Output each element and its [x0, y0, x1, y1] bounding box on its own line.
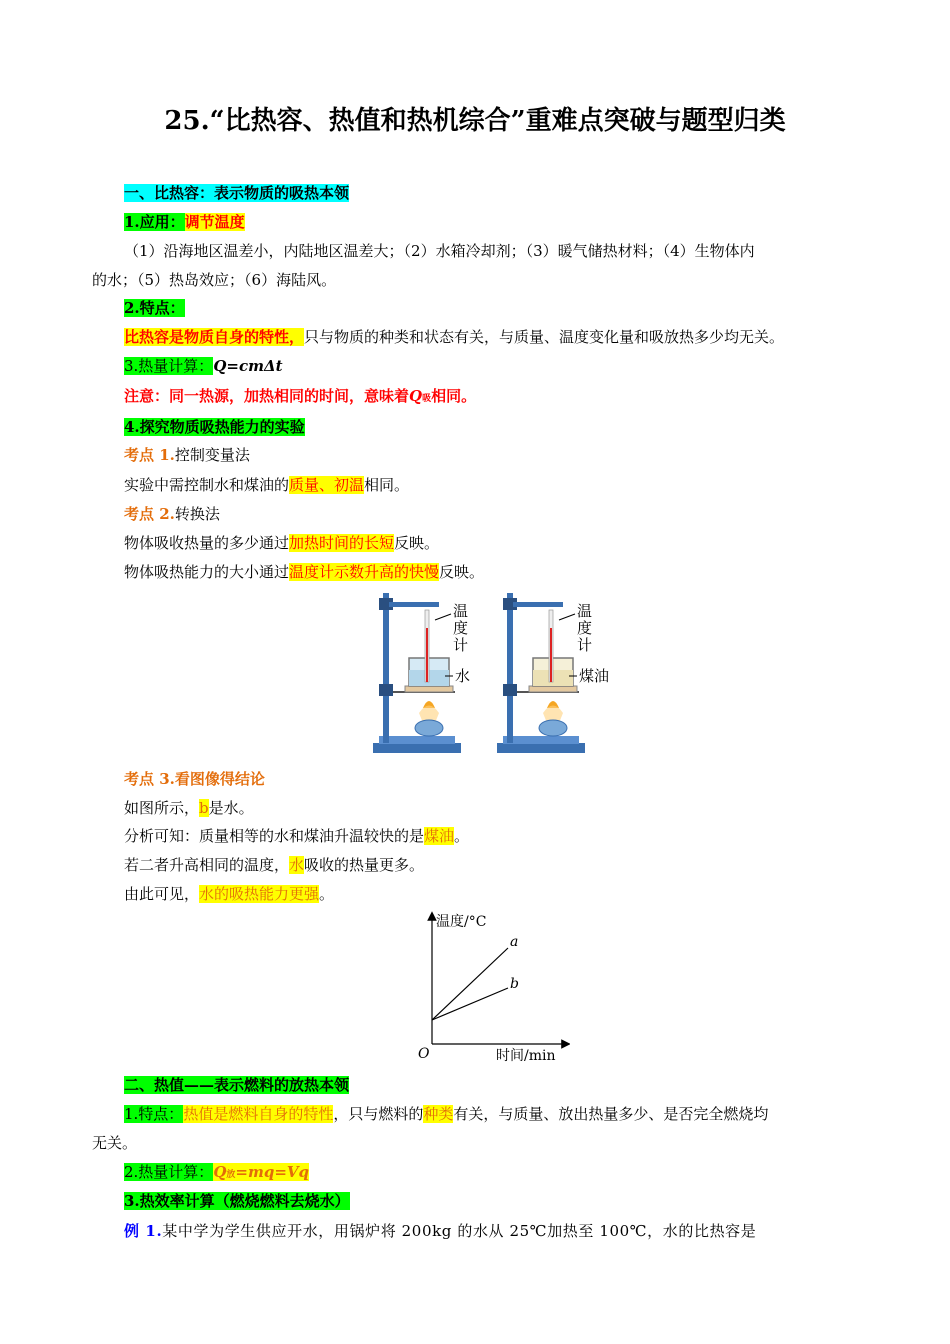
kaodian-1-title: 控制变量法: [174, 446, 250, 464]
fig1-left-label-3: 计: [453, 636, 469, 654]
feature-heading: [124, 297, 185, 318]
s2-calc-line: [124, 1161, 309, 1182]
kaodian-3-text-4: [124, 883, 334, 904]
fig1-left-label-2: 度: [453, 619, 469, 637]
page-title: 25.“比热容、热值和热机综合”重难点突破与题型归类: [164, 106, 786, 136]
graph-label-a: a: [510, 934, 519, 950]
k3-l2-b: 。: [454, 827, 470, 845]
efficiency-heading: [124, 1190, 350, 1211]
fig1-left-liquid: 水: [455, 667, 471, 685]
k3-l2-highlight: 煤油: [424, 827, 455, 845]
feature-label: 2.特点：: [124, 299, 185, 317]
k3-l1-b: 是水。: [208, 799, 254, 817]
heat-calc-formula: Q=cmΔt: [213, 357, 283, 375]
line-a: [432, 948, 508, 1020]
heat-calc-line: [124, 355, 283, 376]
experiment-heading: [124, 416, 305, 437]
k3-l1-a: 如图所示，: [124, 799, 200, 817]
s2-feature-b: 有关，与质量、放出热量多少、是否完全燃烧均: [453, 1105, 769, 1123]
k1-text-a: 实验中需控制水和煤油的: [124, 476, 290, 494]
s2-feature-highlight: 热值是燃料自身的特性: [183, 1105, 334, 1123]
apparatus-figure: [365, 588, 615, 758]
application-line: [124, 211, 245, 232]
k1-text-b: 相同。: [364, 476, 410, 494]
kaodian-3-heading: 考点 3.看图像得结论: [124, 770, 265, 788]
s2-feature-c: 无关。: [92, 1134, 138, 1152]
k3-l4-a: 由此可见，: [124, 885, 200, 903]
kaodian-3-text-3: [124, 854, 424, 875]
k3-l2-a: 分析可知：质量相等的水和煤油升温较快的是: [124, 827, 425, 845]
example-1-line: [124, 1220, 756, 1241]
experiment-heading-text: 4.探究物质吸热能力的实验: [124, 418, 305, 436]
feature-highlight: 比热容是物质自身的特性，: [124, 328, 305, 346]
k1-highlight: 质量、初温: [289, 476, 365, 494]
kaodian-3-text-2: [124, 825, 469, 846]
fig1-right-liquid: 煤油: [579, 667, 610, 685]
application-text-1: （1）沿海地区温差小，内陆地区温差大；（2）水箱冷却剂；（3）暖气储热材料；（4）生物体内: [124, 242, 755, 260]
kaodian-2-text-1: [124, 532, 439, 553]
kaodian-2-title: 转换法: [174, 505, 220, 523]
section-2-heading: [124, 1074, 349, 1095]
fig1-right-label-3: 计: [577, 636, 593, 654]
kaodian-3-text-1: [124, 797, 254, 818]
note-text-b: 相同。: [431, 387, 477, 405]
section-1-heading-text: 一、比热容：表示物质的吸热本领: [124, 184, 350, 202]
application-label: 1.应用：: [124, 213, 185, 231]
temperature-graph: [410, 908, 570, 1064]
k2-l1-a: 物体吸收热量的多少通过: [124, 534, 290, 552]
application-text-2: 的水；（5）热岛效应；（6）海陆风。: [92, 271, 337, 289]
k3-l4-highlight: 水的吸热能力更强: [199, 885, 320, 903]
kaodian-1-text: [124, 474, 409, 495]
heat-value-feature-line: [124, 1103, 768, 1124]
feature-text: 只与物质的种类和状态有关，与质量、温度变化量和吸放热多少均无关。: [304, 328, 785, 346]
s2-calc-q: Q: [213, 1163, 227, 1181]
graph-ylabel: 温度/°C: [436, 914, 487, 930]
k2-l1-highlight: 加热时间的长短: [289, 534, 395, 552]
note-sub: 吸: [422, 394, 432, 404]
fig1-left-label-1: 温: [453, 602, 469, 620]
s2-calc-label: 2.热量计算：: [124, 1163, 214, 1181]
application-highlight: 调节温度: [184, 213, 245, 231]
efficiency-heading-text: 3.热效率计算（燃烧燃料去烧水）: [124, 1192, 350, 1210]
graph-xlabel: 时间/min: [496, 1048, 556, 1064]
fig1-right-label-1: 温: [577, 602, 593, 620]
k2-l2-highlight: 温度计示数升高的快慢: [289, 563, 440, 581]
section-2-heading-text: 二、热值——表示燃料的放热本领: [124, 1076, 350, 1094]
k2-l2-b: 反映。: [439, 563, 485, 581]
kaodian-2-text-2: [124, 561, 484, 582]
kaodian-1-label: 考点 1.: [124, 446, 175, 464]
note-q: Q: [409, 387, 423, 405]
k2-l2-a: 物体吸热能力的大小通过: [124, 563, 290, 581]
note-text-a: 注意：同一热源，加热相同的时间，意味着: [124, 387, 410, 405]
k3-l1-highlight: b: [199, 799, 209, 817]
k3-l4-b: 。: [319, 885, 335, 903]
section-1-heading: [124, 182, 349, 203]
k3-l3-b: 吸收的热量更多。: [304, 856, 425, 874]
k3-l3-a: 若二者升高相同的温度，: [124, 856, 290, 874]
s2-calc-sub: 放: [226, 1170, 236, 1180]
example-1-text: 某中学为学生供应开水，用锅炉将 200kg 的水从 25℃加热至 100℃，水的比热容是: [162, 1222, 757, 1240]
s2-feature-highlight-2: 种类: [423, 1105, 454, 1123]
feature-line: [124, 326, 784, 347]
s2-calc-formula: [213, 1163, 309, 1181]
note-line: [124, 385, 476, 406]
s2-feature-a: ，只与燃料的: [333, 1105, 424, 1123]
example-1-label: 例 1.: [124, 1222, 163, 1240]
fig1-right-label-2: 度: [577, 619, 593, 637]
s2-feature-label: 1.特点：: [124, 1105, 184, 1123]
graph-label-b: b: [510, 976, 519, 992]
s2-calc-rest: =mq=Vq: [235, 1163, 310, 1181]
line-b: [432, 988, 508, 1020]
k2-l1-b: 反映。: [394, 534, 440, 552]
kaodian-2-label: 考点 2.: [124, 505, 175, 523]
k3-l3-highlight: 水: [289, 856, 305, 874]
kaodian-2-line: [124, 503, 220, 524]
graph-origin: O: [418, 1046, 430, 1062]
kaodian-1-line: [124, 444, 250, 465]
heat-calc-label: 3.热量计算：: [124, 357, 214, 375]
